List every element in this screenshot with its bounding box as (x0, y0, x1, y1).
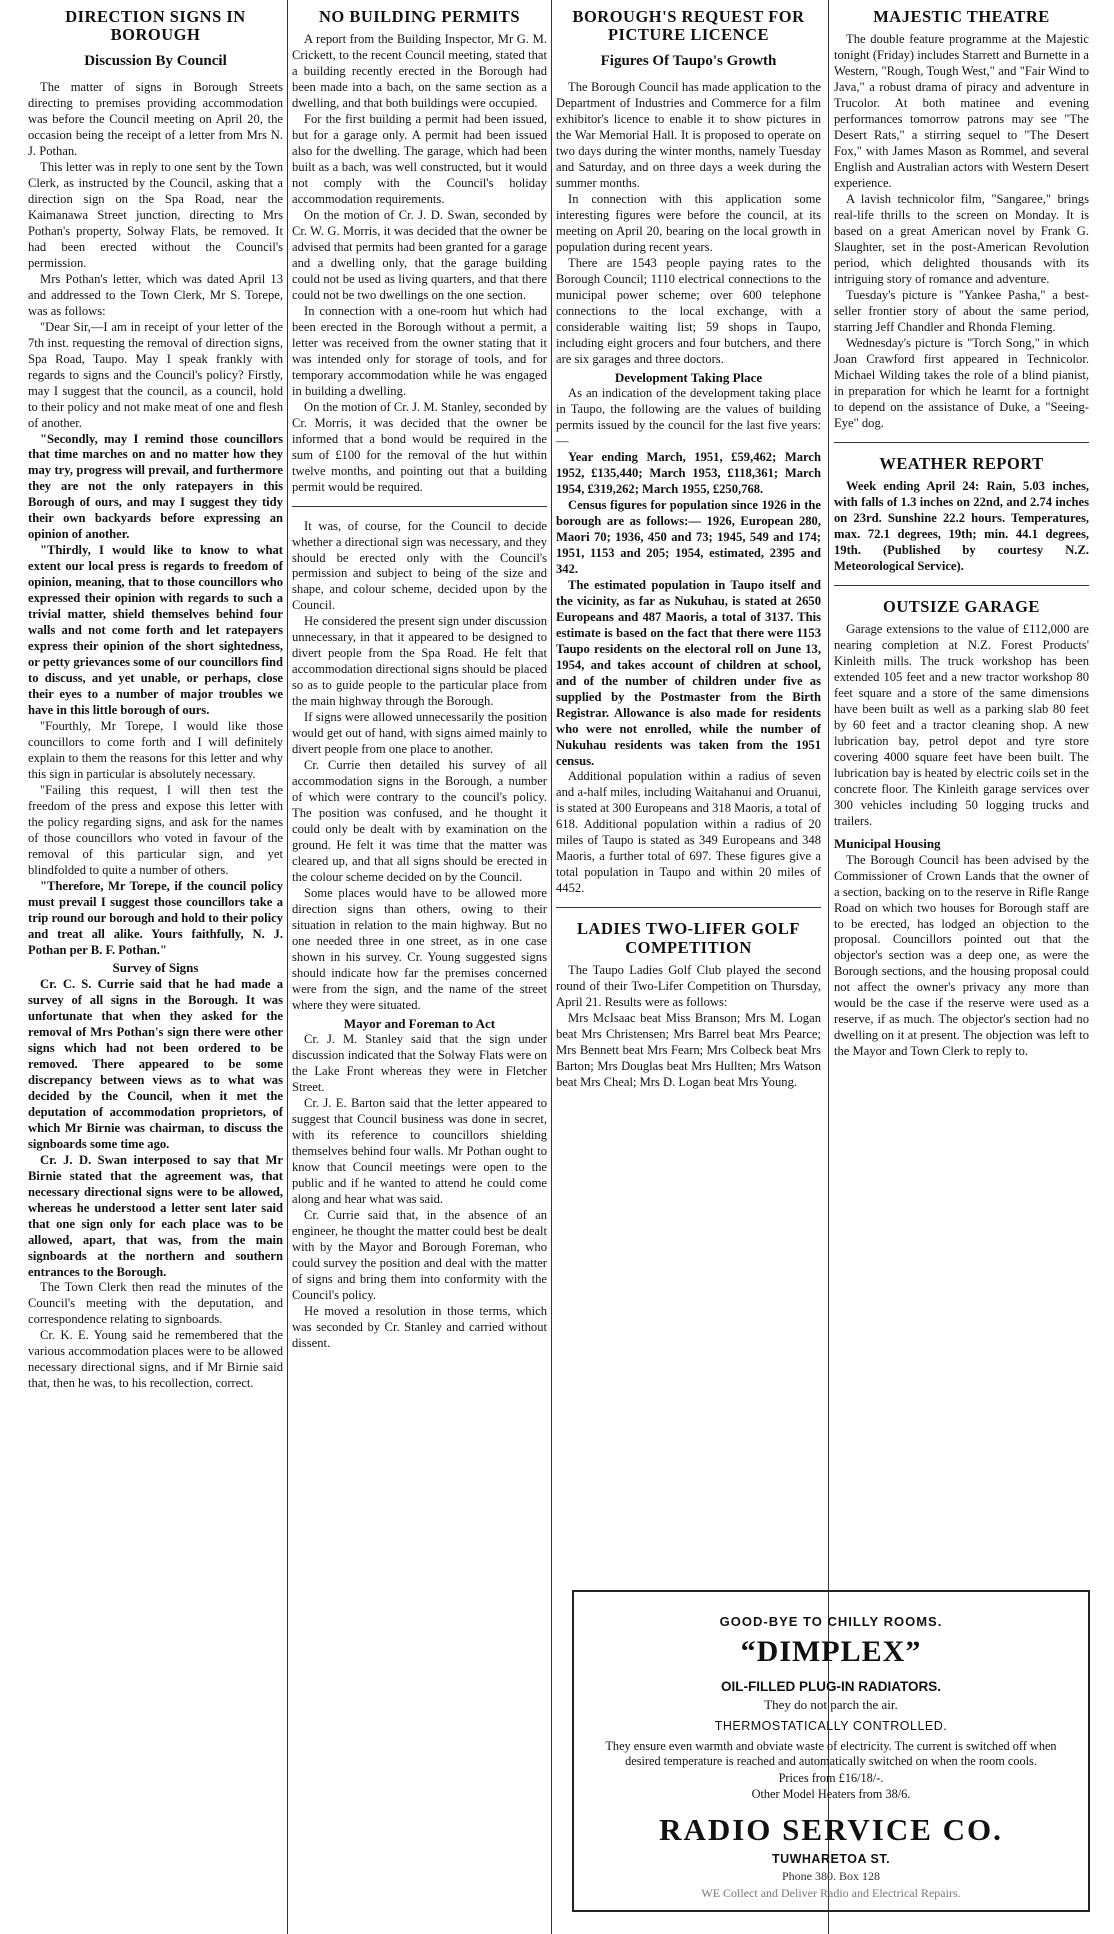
ad-company: RADIO SERVICE CO. (659, 1812, 1003, 1847)
article-paragraph: Mrs Pothan's letter, which was dated April 13 and addressed to the Town Clerk, Mr S. Torepe, was as follows: (28, 271, 283, 318)
ad-price: Other Model Heaters from 38/6. (751, 1787, 911, 1801)
article-paragraph: Wednesday's picture is "Torch Song," in which Joan Crawford first appeared in Technicolor. Michael Wilding takes the role of a blind pianist, in preparation for which he learnt for a fortnight to depend on the assistance of Duke, a "Seeing-Eye" dog. (834, 335, 1089, 430)
ad-footer: WE Collect and Deliver Radio and Electrical Repairs. (701, 1886, 961, 1900)
divider (292, 506, 547, 507)
section-subheading: Survey of Signs (112, 960, 199, 976)
article-paragraph: If signs were allowed unnecessarily the position would get out of hand, with signs aimed mainly to divert people from one place to another. (292, 710, 547, 757)
section-subheading: Development Taking Place (614, 369, 763, 385)
article-paragraph: "Fourthly, Mr Torepe, I would like those councillors to come forth and I will definitely explain to them the reasons for this letter and why this sign in particular is absolutely necessary. (28, 718, 283, 781)
divider (834, 442, 1089, 443)
article-headline: OUTSIZE GARAGE (883, 596, 1040, 616)
article-paragraph: A lavish technicolor film, "Sangaree," brings real-life thrills to the screen on Monday. It is based on a great American novel by Frank G. Slaughter, set in the post-American Revolution period, which delighted thousands with its intriguing story of romance and adventure. (834, 192, 1089, 286)
article-paragraph: Some places would have to be allowed more direction signs than others, owing to their situation in relation to the main highway. But no one needed three in one street, as in one case shown in his survey. Cr. Young suggested signs should indicate how far the premises concerned were from the sign, and the name of the street where they were situated. (292, 885, 547, 1012)
article-paragraph: Cr. Currie then detailed his survey of all accommodation signs in the Borough, a number of which were contrary to the council's policy. The position was confused, and he thought it could only be dealt with by examination on the ground. He felt it was time that the matter was cleared up, and that all signs should be erected in the colour scheme decided on by the Council. (292, 758, 547, 884)
article-paragraph: Cr. J. D. Swan interposed to say that Mr Birnie stated that the agreement was, that necessary directional signs were to be allowed, whereas he understood a letter sent later said that one sign only for each place was to be allowed, apart, that was, from the main signboards at the northern and southern entrances to the Borough. (28, 1152, 283, 1279)
ad-feature: THERMOSTATICALLY CONTROLLED. (714, 1719, 948, 1733)
column-majestic-theatre (834, 8, 1089, 1574)
article-headline: MAJESTIC THEATRE (873, 8, 1050, 26)
article-paragraph: It was, of course, for the Council to decide whether a directional sign was necessary, and they should be erected only with the Council's permission and subject to being of the size and shape, and colour scheme, decided upon by the Council. (292, 518, 547, 613)
article-paragraph: As an indication of the development taking place in Taupo, the following are the values of building permits issued by the council for the last five years:— (556, 386, 821, 449)
divider (834, 585, 1089, 586)
article-paragraph: The double feature programme at the Majestic tonight (Friday) includes Starrett and Burnette in a Western, "Rough, Tough West," and "Fair Wind to Java," a robust drama of piracy and adventure in Trucolor. At both matinee and evening performances tomorrow patrons may see "The Desert Rats," a stirring sequel to "The Desert Fox," with James Mason as Rommel, and several English and Australian actors with Western Desert experience. (834, 32, 1089, 191)
article-headline: NO BUILDING PERMITS (318, 8, 521, 26)
ad-address: TUWHARETOA ST. (771, 1852, 891, 1866)
article-paragraph: Additional population within a radius of seven and a-half miles, including Waitahanui and Oruanui, is stated at 300 Europeans and 318 Maoris, a total of 618. Additional population within a radius of 20 miles of Taupo is stated as 349 Europeans and 348 Maoris, a further total of 697. These figures give a total population in Taupo and within 20 miles of 4452. (556, 769, 821, 896)
article-paragraph: The Borough Council has been advised by the Commissioner of Crown Lands that the owner of a section, backing on to the reserve in Rifle Range Road on which two houses for Borough staff are to be erected, has lodged an objection to the proposal. Councillors pointed out that the objector's section was a deep one, as were the Borough sections, and the housing proposal could not affect the owner's privacy any more than would be the case if the reserve were used as a reserve, if as much. The objector's section had no dwelling on it at present. The objection was left to the Mayor and Town Clerk to reply to. (834, 852, 1089, 1059)
article-paragraph: "Secondly, may I remind those councillors that time marches on and no matter how they may try, progress will prevail, and furthermore they are not the only ratepayers in this Borough of ours, and may I suggest they tidy their own backyards before expressing an opinion of another. (28, 431, 283, 542)
ad-phone: Phone 380. Box 128 (781, 1869, 880, 1883)
article-headline: LADIES TWO-LIFER GOLF COMPETITION (577, 919, 800, 957)
column-rule (551, 0, 552, 1934)
article-paragraph: In connection with this application some interesting figures were before the council, at its meeting on April 20, bearing on the local growth in population during recent years. (556, 191, 821, 254)
ad-description: They ensure even warmth and obviate waste of electricity. The current is switched off when desired temperature is reached and automatically switched on when the room cools. (605, 1739, 1057, 1768)
divider (556, 907, 821, 908)
ad-tagline: GOOD-BYE TO CHILLY ROOMS. (719, 1614, 943, 1629)
article-headline: WEATHER REPORT (879, 453, 1044, 473)
section-subheading: Municipal Housing (834, 836, 941, 852)
section-subheading: Mayor and Foreman to Act (343, 1015, 496, 1031)
article-paragraph: He moved a resolution in those terms, which was seconded by Cr. Stanley and carried without dissent. (292, 1303, 547, 1350)
article-paragraph: "Failing this request, I will then test the freedom of the press and expose this letter with the policy regarding signs, and ask for the names of those councillors who voted in favour of the removal of this particular sign, and yet blindfolded to quite a number of others. (28, 782, 283, 877)
article-paragraph: A report from the Building Inspector, Mr G. M. Crickett, to the recent Council meeting, stated that a building recently erected in the Borough had been made into a bach, on the same section as a dwelling, and that both buildings were occupied. (292, 32, 547, 111)
ad-product: OIL-FILLED PLUG-IN RADIATORS. (721, 1679, 941, 1694)
article-headline: BOROUGH'S REQUEST FOR PICTURE LICENCE (572, 8, 805, 45)
article-paragraph: Cr. K. E. Young said he remembered that the various accommodation places were to be allowed necessary directional signs, and if Mr Birnie said that, then he was, to his recollection, correct. (28, 1328, 283, 1391)
article-paragraph: Cr. J. E. Barton said that the letter appeared to suggest that Council business was done in secret, with its reference to councillors shielding themselves behind four walls. Mr Pothan ought to know that Council meetings were open to the public and if he wanted to attend he could come along and hear what was said. (292, 1096, 547, 1206)
article-subheadline: Discussion By Council (84, 52, 227, 69)
article-paragraph: For the first building a permit had been issued, but for a garage only. A permit had been issued also for the dwelling. The garage, which had been built as a bach, was well constructed, but it would not comply with the Council's holiday accommodation requirements. (292, 112, 547, 207)
ad-brand: “DIMPLEX” (740, 1635, 922, 1668)
article-paragraph: Tuesday's picture is "Yankee Pasha," a best-seller frontier story of about the same period, starring Jeff Chandler and Rhonda Fleming. (834, 287, 1089, 334)
article-paragraph: In connection with a one-room hut which had been erected in the Borough without a permit, a letter was received from the owner stating that it was intended only for storage of tools, and for temporary accommodation while he was engaged in building a dwelling. (292, 303, 547, 398)
article-paragraph: Cr. C. S. Currie said that he had made a survey of all signs in the Borough. It was unfortunate that when they asked for the removal of Mrs Pothan's sign there were other signs which had not been ordered to be removed. There appeared to be some discrepancy between views as to what was decided by the Council, when it met the deputation of accommodation proprietors, of which Mr Birnie was chairman, to discuss the signboards some time ago. (28, 977, 283, 1151)
weather-paragraph: Week ending April 24: Rain, 5.03 inches, with falls of 1.3 inches on 22nd, and 2.74 inches on 23rd. Sunshine 22.2 hours. Temperatures, max. 72.1 degrees, 19th; min. 44.1 degrees, 19th. (Published by courtesy N.Z. Meteorological Service). (834, 479, 1089, 573)
article-paragraph: The matter of signs in Borough Streets directing to premises providing accommodation was before the Council meeting on April 20, the occasion being the receipt of a letter from Mrs N. J. Pothan. (28, 80, 283, 159)
article-paragraph: The Borough Council has made application to the Department of Industries and Commerce for a film exhibitor's licence to enable it to show pictures in the War Memorial Hall. It is proposed to operate on two days during the winter months, namely Tuesday and Saturday, and on three days a week during the summer months. (556, 80, 821, 190)
article-paragraph: The Town Clerk then read the minutes of the Council's meeting with the deputation, and correspondence relating to signboards. (28, 1280, 283, 1327)
article-paragraph: There are 1543 people paying rates to the Borough Council; 1110 electrical connections to the municipal power scheme; over 600 telephone connections to the local exchange, with a considerable waiting list; 59 shops in Taupo, including eight grocers and four butchers, and there are six garages and three doctors. (556, 255, 821, 366)
article-paragraph: Mrs McIsaac beat Miss Branson; Mrs M. Logan beat Mrs Christensen; Mrs Barrel beat Mrs Pearce; Mrs Bennett beat Mrs Fearn; Mrs Colbeck beat Mrs Barton; Mrs Douglas beat Mrs Hullten; Mrs Watson beat Mrs Cheal; Mrs D. Logan beat Mrs Young. (556, 1011, 821, 1089)
article-paragraph: "Thirdly, I would like to know to what extent our local press is regards to freedom of opinion, meaning, that to those councillors who expressed their opinion with regards to such a trivial matter, shield themselves behind four walls and not come forth and let ratepayers express their opinion of the short sightedness, or petty grievances some of our councillors find to discuss, and yet unable, or perhaps, close their eyes to a number of major troubles we have in this little borough of ours. (28, 543, 283, 717)
article-paragraph: Cr. J. M. Stanley said that the sign under discussion indicated that the Solway Flats were on the Lake Front whereas they were in Fletcher Street. (292, 1032, 547, 1095)
column-rule (287, 0, 288, 1934)
column-direction-signs (28, 8, 283, 1926)
article-paragraph: Census figures for population since 1926 in the borough are as follows:— 1926, European 280, Maori 70; 1936, 450 and 73; 1945, 549 and 174; 1951, 1153 and 205; 1954, estimated, 2395 and 342. (556, 498, 821, 576)
article-paragraph: On the motion of Cr. J. D. Swan, seconded by Cr. W. G. Morris, it was decided that the owner be advised that permits had been granted for a garage and a dwelling only, that the garage building could not be used as living quarters, and that there could not be two dwellings on the one section. (292, 208, 547, 302)
article-paragraph: Year ending March, 1951, £59,462; March 1952, £135,440; March 1953, £118,361; March 1954, £319,262; March 1955, £250,768. (556, 450, 821, 497)
article-paragraph: The Taupo Ladies Golf Club played the second round of their Two-Lifer Competition on Thursday, April 21. Results were as follows: (556, 963, 821, 1010)
column-picture-licence (556, 8, 821, 1574)
ad-feature: They do not parch the air. (764, 1697, 898, 1712)
ad-price: Prices from £16/18/-. (778, 1771, 884, 1785)
article-paragraph: Garage extensions to the value of £112,000 are nearing completion at N.Z. Forest Products' Kinleith mills. The truck workshop has been extended 105 feet and a new tractor workshop 80 feet square and a store of the same dimensions have been built as well as a parking slab 80 feet by 60 feet and a tractor cleaning shop. A new lubrication bay, petrol depot and tyre store covering 4000 square feet have been built. The lubrication bay is heated by electric coils set in the concrete floor. The Kinleith garage services over 300 vehicles including 50 logging trucks and trailers. (834, 622, 1089, 829)
dimplex-advertisement (572, 1590, 1090, 1912)
article-paragraph: On the motion of Cr. J. M. Stanley, seconded by Cr. Morris, it was decided that the owner be informed that a bond would be required in the sum of £100 for the removal of the hut within twelve months, and pointing out that a building permit would be required. (292, 399, 547, 494)
article-paragraph: Cr. Currie said that, in the absence of an engineer, he thought the matter could best be dealt with by the Mayor and Borough Foreman, who could survey the position and deal with the matter of signs and bring them into conformity with the Council's policy. (292, 1207, 547, 1302)
article-paragraph: He considered the present sign under discussion unnecessary, in that it appeared to be designed to divert people from the Spa Road. He felt that accommodation directional signs should be placed so as to guide people to the particular place from the main highway through the Borough. (292, 614, 547, 709)
article-paragraph: "Dear Sir,—I am in receipt of your letter of the 7th inst. requesting the removal of direction signs, Spa Road, Taupo. May I speak frankly with regards to signs and the Council's policy? Firstly, may I suggest that the council, as a council, hold to their policy and not make meat of one and flesh of another. (28, 319, 283, 430)
article-subheadline: Figures Of Taupo's Growth (600, 52, 777, 69)
article-headline: DIRECTION SIGNS IN BOROUGH (65, 8, 246, 45)
article-paragraph: "Therefore, Mr Torepe, if the council policy must prevail I suggest those councillors take a trip round our borough and hold to their policy and treat all alike. Yours faithfully, N. J. Pothan per B. F. Pothan." (28, 878, 283, 957)
column-building-permits (292, 8, 547, 1926)
article-paragraph: This letter was in reply to one sent by the Town Clerk, as instructed by the Council, asking that a direction sign on the Spa Road, near the Kaimanawa Street junction, directing to Mrs Pothan's property, Solway Flats, be removed. It had been erected without the Council's permission. (28, 160, 283, 270)
article-paragraph: The estimated population in Taupo itself and the vicinity, as far as Nukuhau, is stated at 2650 Europeans and 487 Maoris, a total of 3137. This estimate is based on the fact that there were 1153 Taupo residents on the electoral roll on June 13, 1954, and takes account of children at school, and of the number of children under five as supplied by the Postmaster from the Birth Registrar. Allowance is also made for residents who were not enrolled, while the number of Nukuhau residents was taken from the 1951 census. (556, 577, 821, 768)
